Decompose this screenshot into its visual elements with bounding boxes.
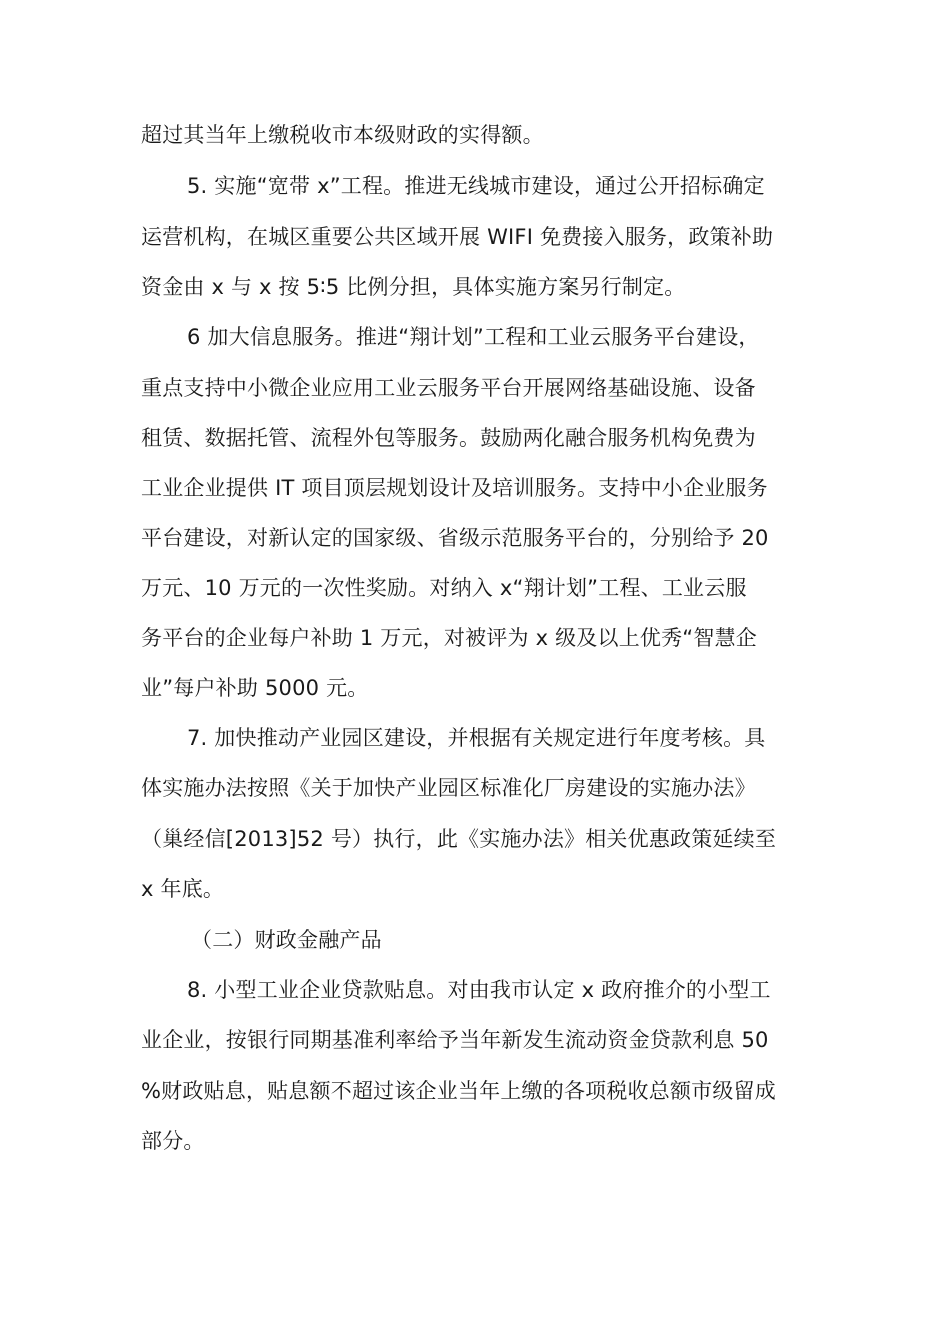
paragraph-6-line-4: 工业企业提供 IT 项目顶层规划设计及培训服务。支持中小企业服务 xyxy=(141,476,768,500)
paragraph-7-line-3: （巢经信[2013]52 号）执行，此《实施办法》相关优惠政策延续至 xyxy=(141,827,777,851)
paragraph-5-line-1: 5. 实施“宽带 x”工程。推进无线城市建设，通过公开招标确定 xyxy=(187,174,765,198)
paragraph-5-line-3: 资金由 x 与 x 按 5∶5 比例分担，具体实施方案另行制定。 xyxy=(141,275,686,299)
paragraph-6-line-7: 务平台的企业每户补助 1 万元，对被评为 x 级及以上优秀“智慧企 xyxy=(141,626,757,650)
paragraph-6-line-3: 租赁、数据托管、流程外包等服务。鼓励两化融合服务机构免费为 xyxy=(141,426,756,450)
paragraph-7-line-2: 体实施办法按照《关于加快产业园区标准化厂房建设的实施办法》 xyxy=(141,776,756,800)
paragraph-6-line-6: 万元、10 万元的一次性奖励。对纳入 x“翔计划”工程、工业云服 xyxy=(141,576,747,600)
paragraph-8-line-1: 8. 小型工业企业贷款贴息。对由我市认定 x 政府推介的小型工 xyxy=(187,978,771,1002)
text-line: 超过其当年上缴税收市本级财政的实得额。 xyxy=(141,123,544,147)
paragraph-7-line-1: 7. 加快推动产业园区建设，并根据有关规定进行年度考核。具 xyxy=(187,726,766,750)
paragraph-8-line-3: %财政贴息，贴息额不超过该企业当年上缴的各项税收总额市级留成 xyxy=(141,1079,776,1103)
paragraph-6-line-2: 重点支持中小微企业应用工业云服务平台开展网络基础设施、设备 xyxy=(141,376,756,400)
paragraph-8-line-2: 业企业，按银行同期基准利率给予当年新发生流动资金贷款利息 50 xyxy=(141,1028,769,1052)
paragraph-5-line-2: 运营机构，在城区重要公共区域开展 WIFI 免费接入服务，政策补助 xyxy=(141,225,774,249)
section-heading: （二）财政金融产品 xyxy=(191,928,382,952)
paragraph-8-line-4: 部分。 xyxy=(141,1129,205,1153)
paragraph-6-line-8: 业”每户补助 5000 元。 xyxy=(141,676,369,700)
paragraph-6-line-1: 6 加大信息服务。推进“翔计划”工程和工业云服务平台建设， xyxy=(187,325,760,349)
paragraph-7-line-4: x 年底。 xyxy=(141,877,225,901)
paragraph-6-line-5: 平台建设，对新认定的国家级、省级示范服务平台的，分别给予 20 xyxy=(141,526,769,550)
